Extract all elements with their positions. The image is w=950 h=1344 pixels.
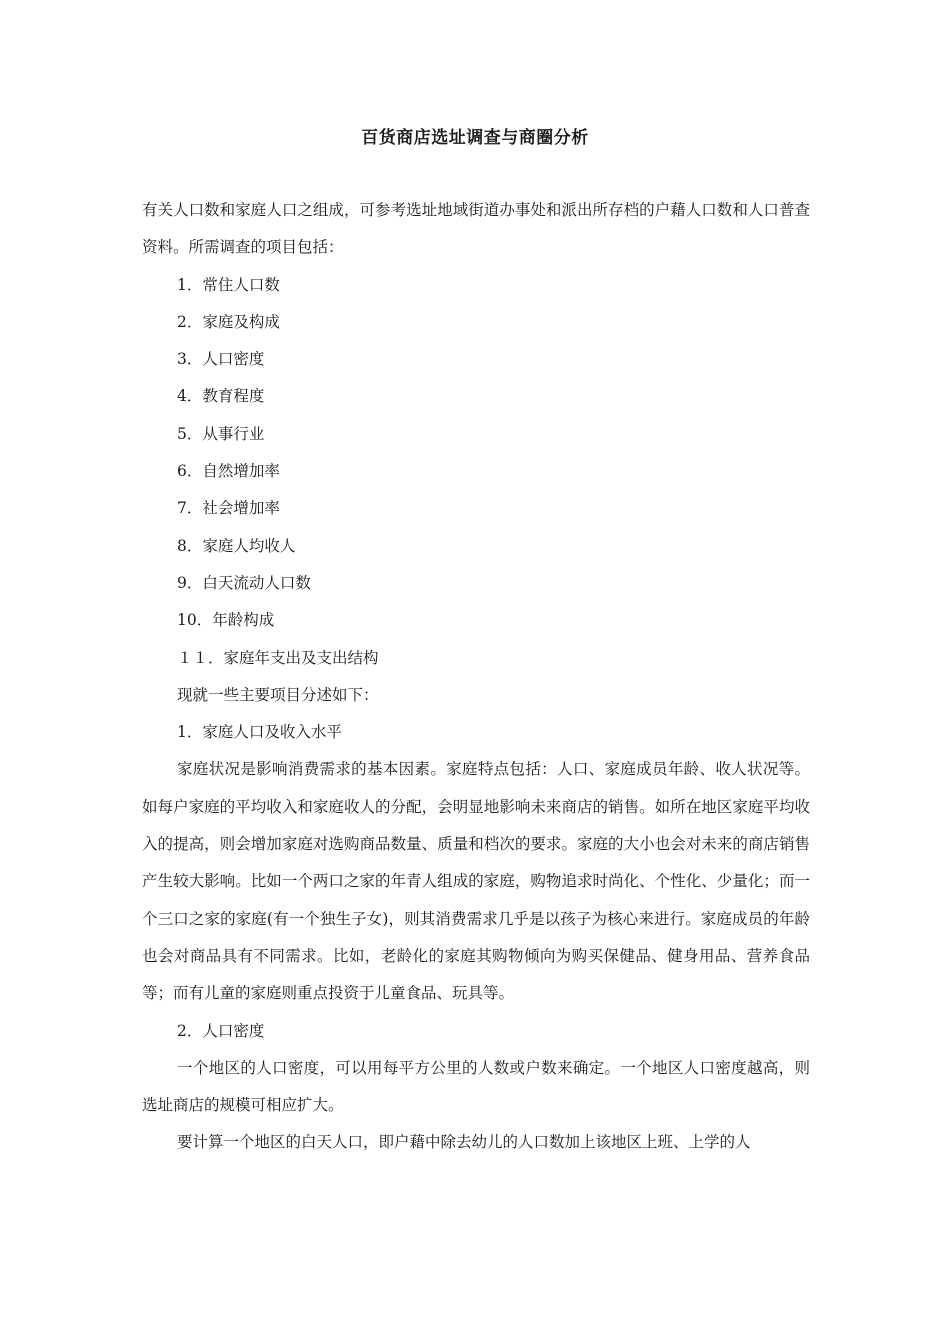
section-paragraph: 一个地区的人口密度，可以用每平方公里的人数或户数来确定。一个地区人口密度越高，则选址商店的规模可相应扩大。 [142,1058,810,1115]
list-item: 2．家庭及构成 [177,312,280,331]
lead-paragraph: 现就一些主要项目分述如下： [177,685,379,704]
list-item: 8．家庭人均收人 [177,536,296,555]
intro-paragraph: 有关人口数和家庭人口之组成，可参考选址地域街道办事处和派出所存档的户藉人口数和人口普查资料。所需调查的项目包括： [142,201,810,257]
list-item: 7．社会增加率 [177,499,280,518]
section-paragraph: 家庭状况是影响消费需求的基本因素。家庭特点包括：人口、家庭成员年龄、收人状况等。如每户家庭的平均收入和家庭收人的分配，会明显地影响未来商店的销售。如所在地区家庭平均收入的提高，则会增加家庭对选购商品数量、质量和档次的要求。家庭的大小也会对未来的商店销售产生较大影响。比如一个两口之家的年青人组成的家庭，购物追求时尚化、个性化、少量化；而一个三口之家的家庭(有一个独生子女)，则其消费需求几乎是以孩子为核心来进行。家庭成员的年龄也会对商品具有不同需求。比如，老龄化的家庭其购物倾向为购买保健品、健身用品、营养食品等；而有儿童的家庭则重点投资于儿童食品、玩具等。 [142,760,810,1003]
list-item: 1．常住人口数 [177,275,280,294]
list-item: 6．自然增加率 [177,462,280,481]
document-body [142,192,810,1162]
list-item: １１．家庭年支出及支出结构 [177,648,379,667]
list-item: 5．从事行业 [177,424,265,443]
section-heading: 2．人口密度 [177,1021,265,1040]
list-item: 9．白天流动人口数 [177,573,311,592]
list-item: 10．年龄构成 [177,611,275,630]
section-paragraph: 要计算一个地区的白天人口，即户藉中除去幼儿的人口数加上该地区上班、上学的人 [177,1133,751,1152]
document-title: 百货商店选址调查与商圈分析 [361,128,589,148]
list-item: 4．教育程度 [177,387,265,406]
section-heading: 1．家庭人口及收入水平 [177,723,342,742]
list-item: 3．人口密度 [177,350,265,369]
